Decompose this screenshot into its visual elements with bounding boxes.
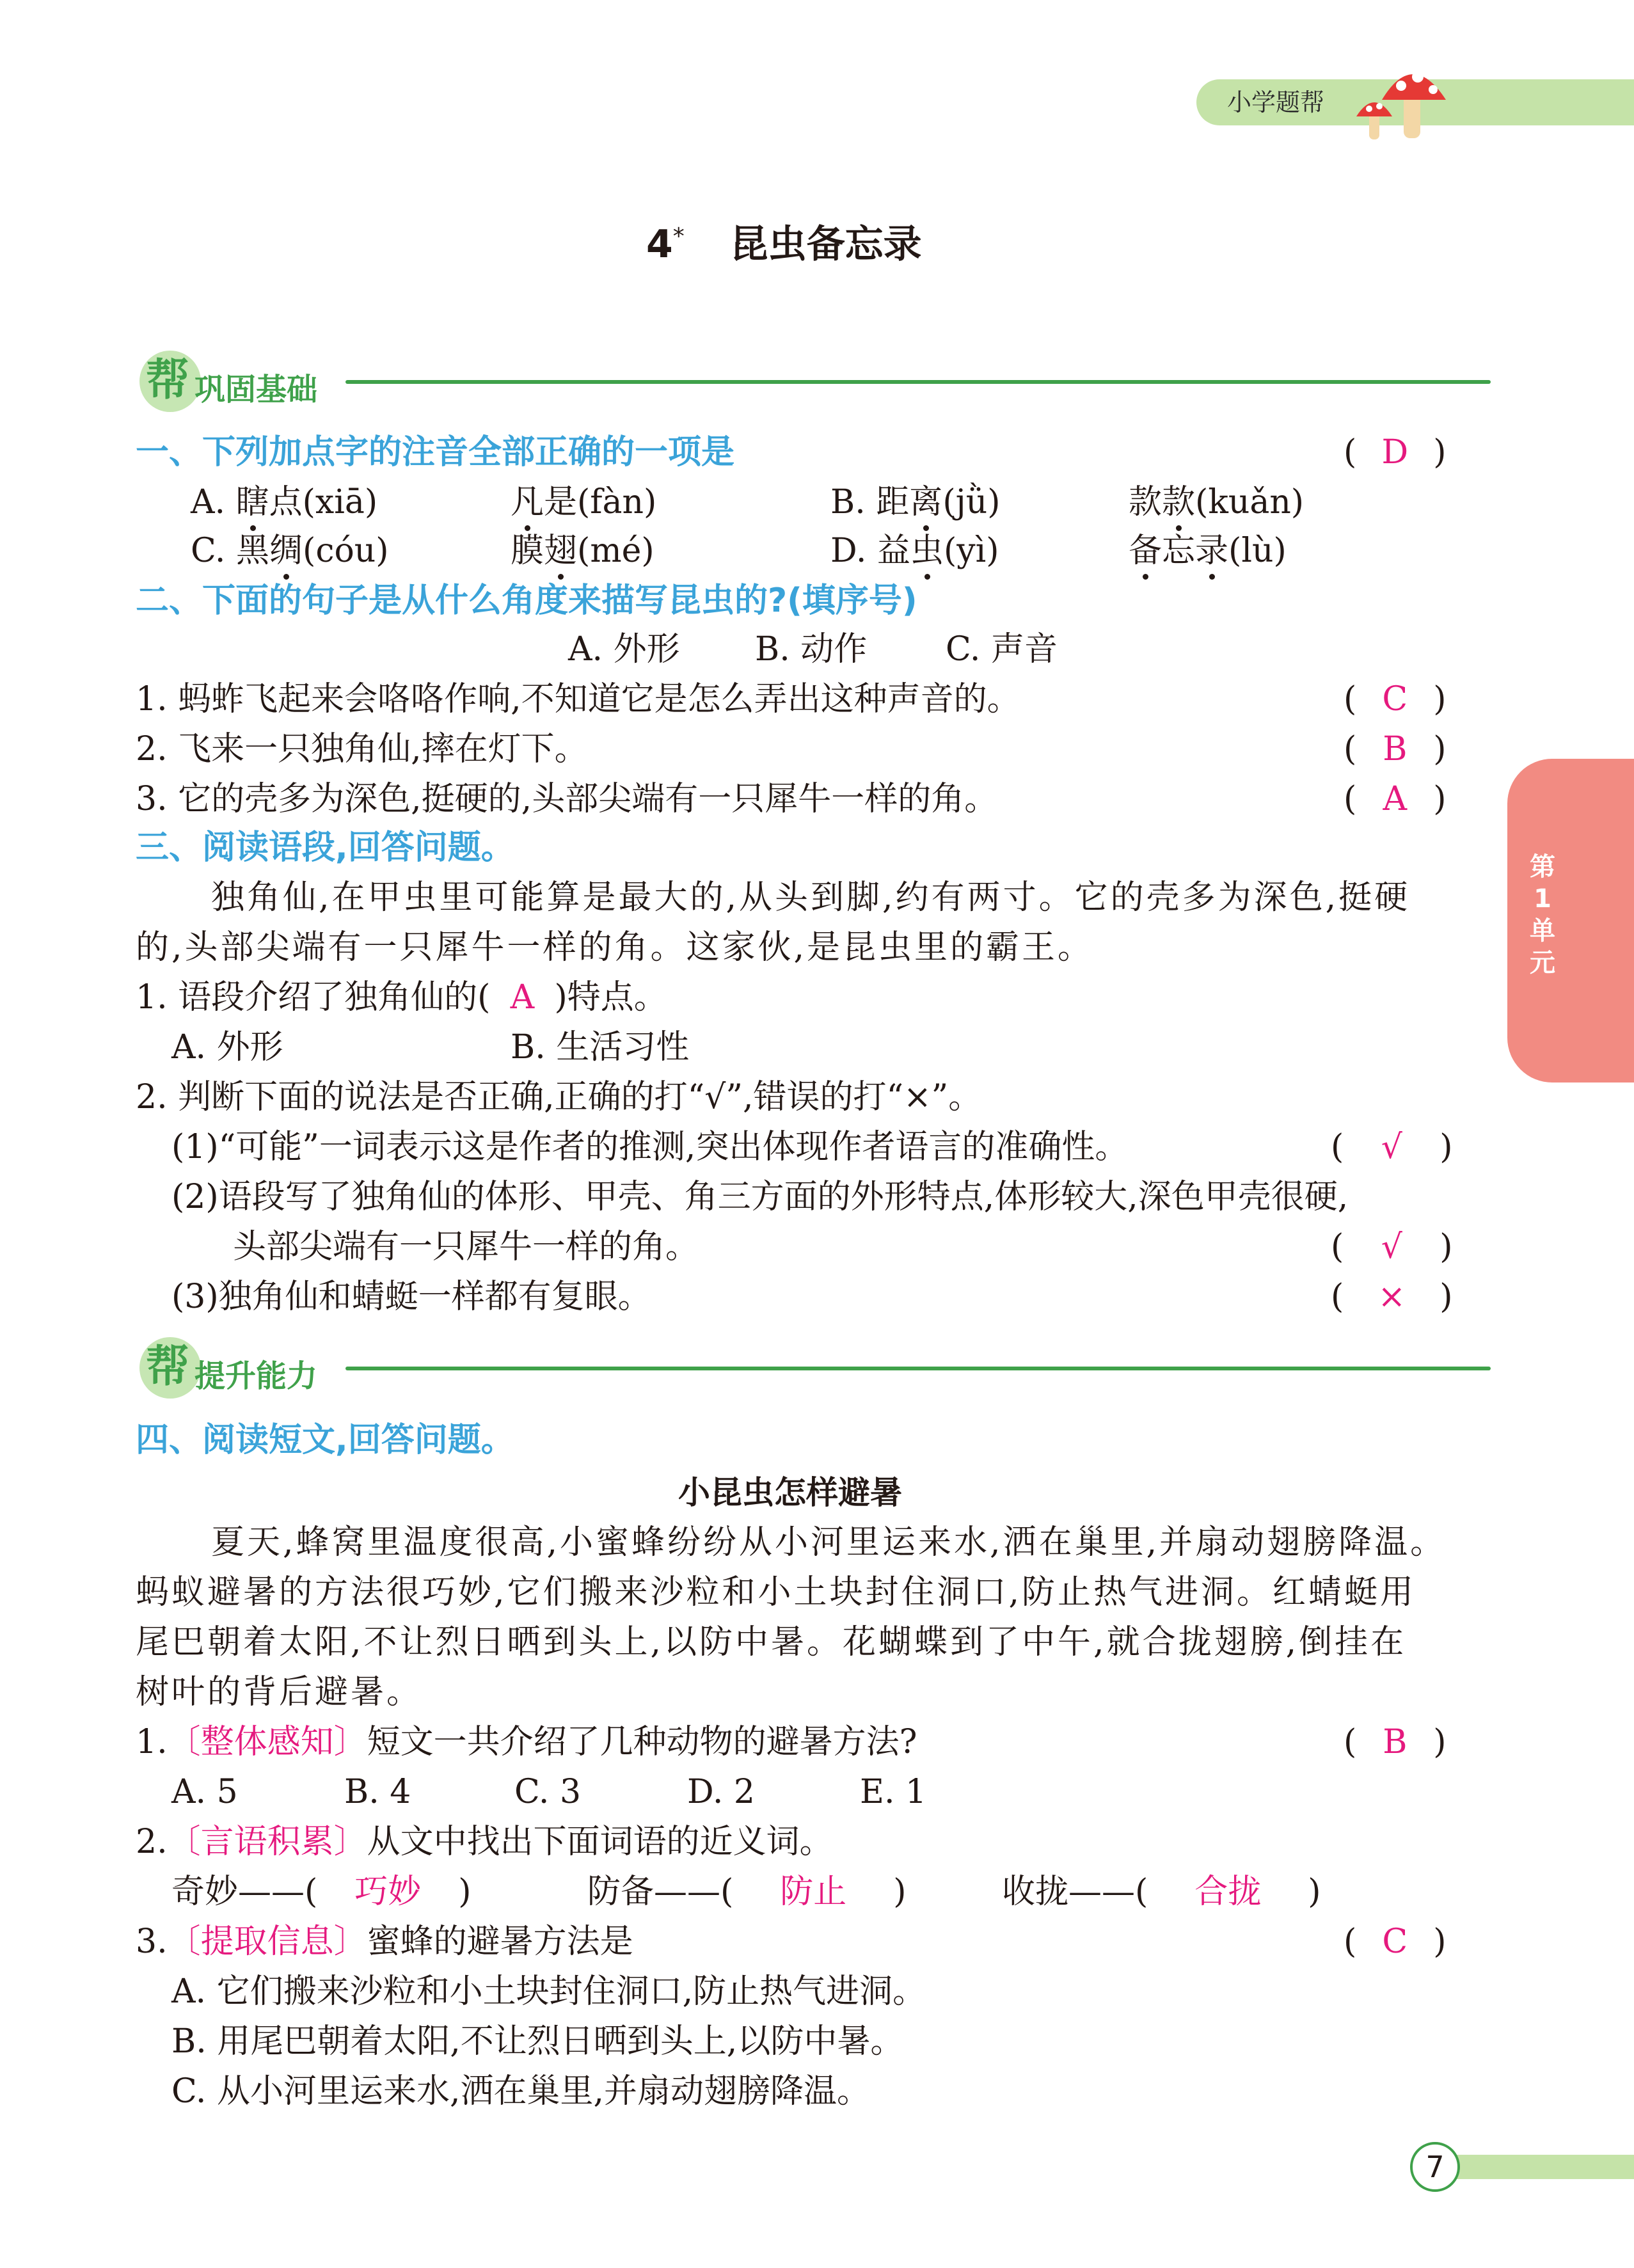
choice: B. 动作 [755, 630, 868, 669]
answer-value: √ [1381, 1128, 1402, 1166]
skill-tag: 〔言语积累〕 [167, 1823, 367, 1861]
choice: C. 声音 [946, 630, 1058, 669]
option: A. 它们搬来沙粒和小土块封住洞口,防止热气进洞。 [171, 1972, 926, 2011]
answer-paren: ( D ) [1344, 430, 1447, 475]
answer-value: B [1383, 730, 1408, 768]
skill-tag: 〔整体感知〕 [167, 1723, 367, 1761]
passage-line: 夏天,蜂窝里温度很高,小蜜蜂纷纷从小河里运来水,洒在巢里,并扇动翅膀降温。 [211, 1523, 1447, 1562]
option: C. 从小河里运来水,洒在巢里,并扇动翅膀降温。 [171, 2072, 871, 2111]
option: A. 外形 [171, 1028, 283, 1067]
option-row: 款款(kuǎn) [1129, 480, 1304, 525]
option: E. 1 [860, 1773, 927, 1811]
answer-paren: ( √ ) [1331, 1125, 1453, 1170]
answer-paren: ( × ) [1331, 1274, 1453, 1319]
judgement-item: (3)独角仙和蜻蜓一样都有复眼。 [171, 1278, 651, 1316]
answer-value: C [1382, 1923, 1408, 1961]
passage-line: 蚂蚁避暑的方法很巧妙,它们搬来沙粒和小土块封住洞口,防止热气进洞。红蜻蜓用 [136, 1573, 1416, 1612]
dotted-char: 备 [1129, 528, 1162, 573]
sentence-item: 2. 飞来一只独角仙,摔在灯下。 [136, 730, 588, 768]
answer-value: D [1381, 433, 1409, 472]
answer-value: A [510, 978, 535, 1017]
judgement-item: (2)语段写了独角仙的体形、甲壳、角三方面的外形特点,体形较大,深色甲壳很硬, [171, 1178, 1349, 1216]
judgement-item: 头部尖端有一只犀牛一样的角。 [233, 1228, 699, 1266]
passage-line: 树叶的背后避暑。 [136, 1673, 423, 1711]
sentence-item: 3. 它的壳多为深色,挺硬的,头部尖端有一只犀牛一样的角。 [136, 780, 998, 818]
question-heading: 三、阅读语段,回答问题。 [136, 829, 514, 867]
option-row: B. 距离(jǜ) [830, 480, 1001, 525]
judgement-item: (1)“可能”一词表示这是作者的推测,突出体现作者语言的准确性。 [171, 1128, 1129, 1166]
option: B. 用尾巴朝着太阳,不让烈日晒到头上,以防中暑。 [171, 2022, 904, 2061]
dotted-char: 离 [909, 480, 942, 525]
section-label: 巩固基础 [194, 372, 318, 408]
synonym-item: 防备——( 防止 ) [587, 1869, 907, 1914]
answer-paren: ( B ) [1344, 1720, 1447, 1764]
sub-question: 2.〔言语积累〕从文中找出下面词语的近义词。 [136, 1823, 833, 1861]
option: D. 2 [687, 1773, 755, 1811]
section-header-basics [136, 345, 456, 422]
section-divider [345, 380, 1491, 384]
option-row: 膜翅(mé) [511, 528, 654, 573]
passage-line: 的,头部尖端有一只犀牛一样的角。这家伙,是昆虫里的霸王。 [136, 928, 1094, 967]
page-number: 7 [1410, 2142, 1460, 2192]
option: C. 3 [514, 1773, 582, 1811]
mushroom-icon [1337, 55, 1465, 145]
badge-char: 帮 [145, 355, 189, 406]
option: A. 5 [171, 1773, 238, 1811]
answer-paren: ( A ) [1344, 777, 1447, 821]
choice: A. 外形 [568, 630, 680, 669]
option: B. 4 [344, 1773, 411, 1811]
lesson-number: 4 [646, 222, 673, 267]
section-divider [345, 1367, 1491, 1370]
answer-value: 合拢 [1194, 1873, 1262, 1911]
unit-label: 第 1 单 元 [1530, 852, 1555, 978]
option-row: C. 黑绸(cóu) [191, 528, 389, 573]
article-title: 小昆虫怎样避暑 [678, 1474, 902, 1511]
option-row: 凡是(fàn) [511, 480, 656, 525]
dotted-char: 款 [1162, 480, 1195, 525]
question-heading: 一、下列加点字的注音全部正确的一项是 [136, 433, 735, 472]
answer-value: × [1377, 1278, 1406, 1316]
option-row: A. 瞎点(xiā) [191, 480, 377, 525]
dotted-char: 瞎 [236, 480, 269, 525]
answer-paren: ( C ) [1344, 677, 1447, 722]
page-title [646, 211, 922, 270]
sub-question: 1. 语段介绍了独角仙的( A )特点。 [136, 975, 667, 1020]
section-label: 提升能力 [194, 1358, 318, 1394]
answer-value: √ [1381, 1228, 1402, 1266]
answer-value: 防止 [780, 1873, 847, 1911]
section-header-improve [136, 1332, 456, 1409]
option: B. 生活习性 [511, 1028, 690, 1067]
skill-tag: 〔提取信息〕 [167, 1923, 367, 1961]
dotted-char: 绸 [269, 528, 303, 573]
badge-char: 帮 [145, 1342, 189, 1392]
question-heading: 二、下面的句子是从什么角度来描写昆虫的?(填序号) [136, 582, 917, 620]
dotted-char: 凡 [511, 480, 544, 525]
answer-paren: ( B ) [1344, 727, 1447, 772]
dotted-char: 虫 [910, 528, 944, 573]
passage-line: 独角仙,在甲虫里可能算是最大的,从头到脚,约有两寸。它的壳多为深色,挺硬 [211, 878, 1411, 917]
answer-value: 巧妙 [354, 1873, 422, 1911]
header-brand: 小学题帮 [1227, 88, 1325, 116]
sub-question: 2. 判断下面的说法是否正确,正确的打“√”,错误的打“×”。 [136, 1078, 982, 1116]
answer-value: A [1383, 780, 1408, 818]
answer-paren: ( C ) [1344, 1919, 1447, 1964]
answer-value: C [1382, 680, 1408, 718]
passage-line: 尾巴朝着太阳,不让烈日晒到头上,以防中暑。花蝴蝶到了中午,就合拢翅膀,倒挂在 [136, 1623, 1407, 1661]
dotted-char: 翅 [544, 528, 577, 573]
sub-question: 3.〔提取信息〕蜜蜂的避暑方法是 [136, 1923, 633, 1961]
lesson-title: 昆虫备忘录 [729, 222, 922, 267]
sub-question: 1.〔整体感知〕短文一共介绍了几种动物的避暑方法? [136, 1723, 917, 1761]
footer-bar [1440, 2155, 1634, 2179]
synonym-item: 奇妙——( 巧妙 ) [171, 1869, 472, 1914]
dotted-char: 录 [1195, 528, 1228, 573]
lesson-star: * [672, 223, 685, 250]
question-heading: 四、阅读短文,回答问题。 [136, 1421, 514, 1459]
option-row: 备忘录(lù) [1129, 528, 1287, 573]
option-row: D. 益虫(yì) [830, 528, 999, 573]
answer-value: B [1383, 1723, 1408, 1761]
synonym-item: 收拢——( 合拢 ) [1002, 1869, 1321, 1914]
answer-paren: ( √ ) [1331, 1225, 1453, 1269]
sentence-item: 1. 蚂蚱飞起来会咯咯作响,不知道它是怎么弄出这种声音的。 [136, 680, 1020, 718]
